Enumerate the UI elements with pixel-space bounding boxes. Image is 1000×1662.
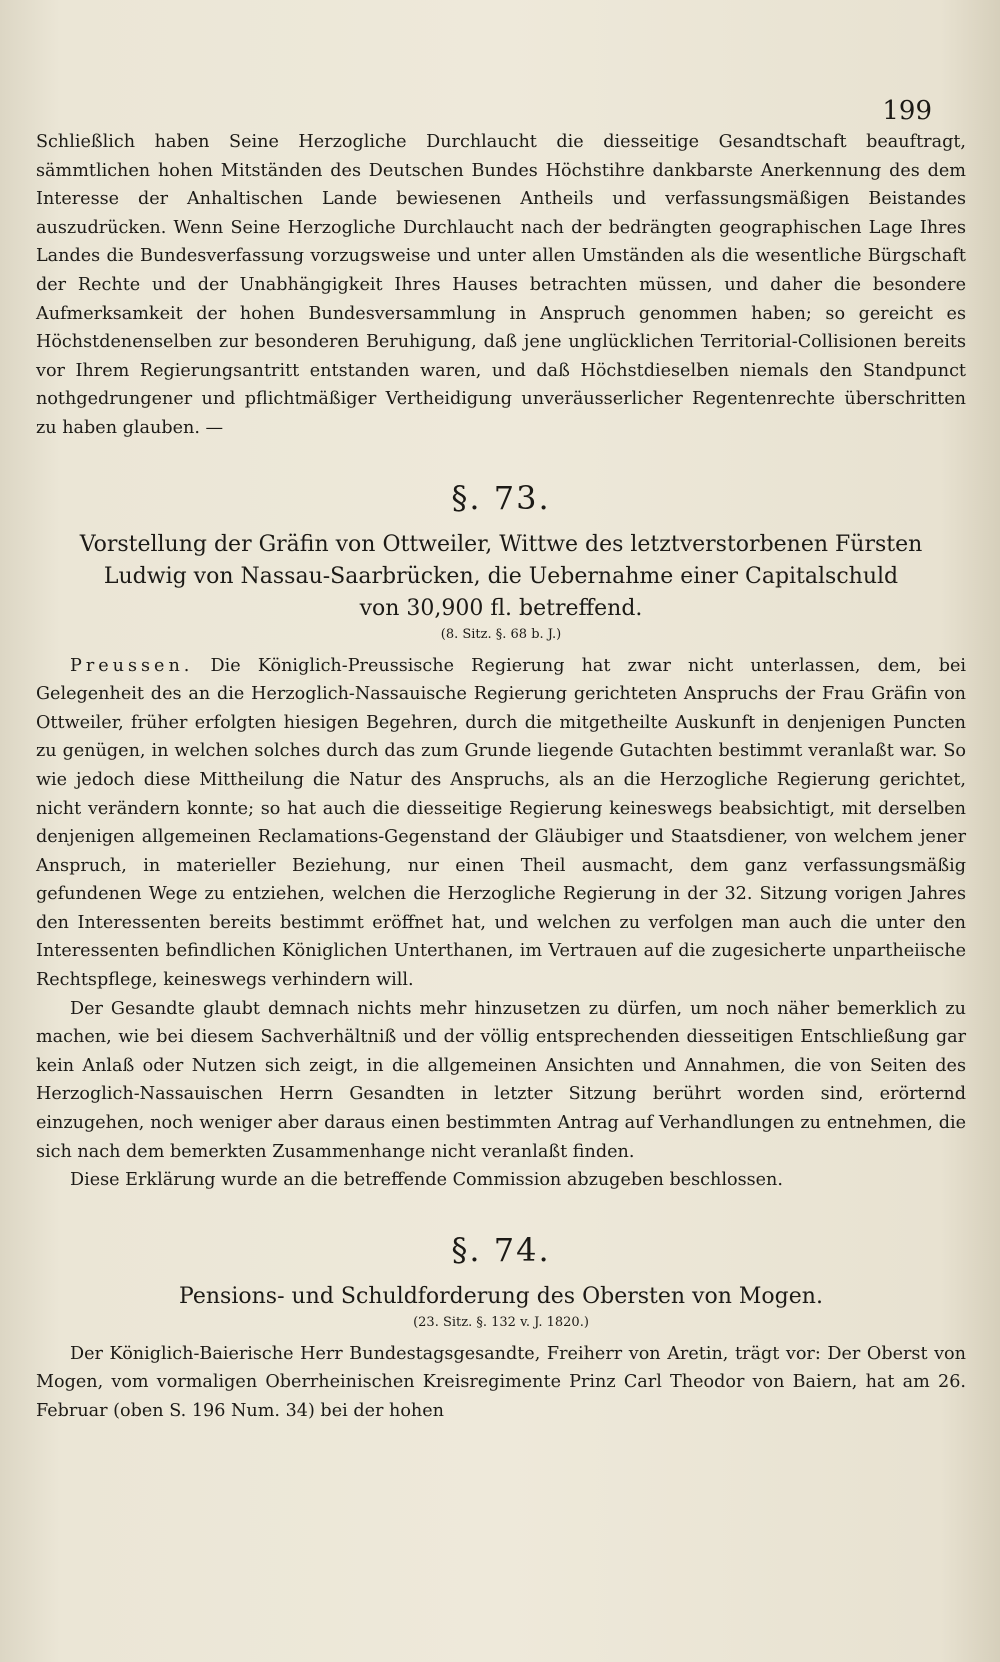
section-73-title-line-3: von 30,900 fl. betreffend. bbox=[359, 595, 643, 621]
section-73-paragraph-3: Diese Erklärung wurde an die betreffende Commission abzugeben beschlossen. bbox=[70, 1170, 783, 1191]
page-body bbox=[36, 128, 966, 1426]
section-74-title: Pensions- und Schuldforderung des Obersten von Mogen. bbox=[179, 1283, 823, 1309]
speaker-baiern: Der Königlich-Baierische Herr Bundestagsgesandte, Freiherr von Aretin, bbox=[70, 1343, 729, 1364]
section-74-reference: (23. Sitz. §. 132 v. J. 1820.) bbox=[413, 1314, 589, 1330]
speaker-preussen: Preussen. bbox=[70, 655, 194, 676]
section-73-title-line-1: Vorstellung der Gräfin von Ottweiler, Wittwe des letztverstorbenen Fürsten bbox=[79, 531, 923, 557]
section-73-paragraph-1-text: Die Königlich-Preussische Regierung hat zwar nicht unterlassen, dem, bei Gelegenheit des an die Herzoglich-Nassauische Regierung gerichteten Anspruchs der Frau Gräfin von Ottweiler, früher erfolgten hiesigen Begehren, durch die mitgetheilte Auskunft in denjenigen Puncten zu genügen, in welchen solches durch das zum Grunde liegende Gutachten bestimmt veranlaßt war. So wie jedoch diese Mittheilung die Natur des Anspruchs, als an die Herzogliche Regierung gerichtet, nicht verändern konnte; so hat auch die diesseitige Regierung keineswegs beabsichtigt, mit derselben denjenigen allgemeinen Reclamations-Gegenstand der Gläubiger und Staatsdiener, von welchem jener Anspruch, in materieller Beziehung, nur einen Theil ausmacht, dem ganz verfassungsmäßig gefundenen Wege zu entziehen, welchen die Herzogliche Regierung in der 32. Sitzung vorigen Jahres den Interessenten bereits bestimmt eröffnet hat, und welchen zu verfolgen man auch die unter den Interessenten befindlichen Königlichen Unterthanen, im Vertrauen auf die zugesicherte unpartheiische Rechtspflege, keineswegs verhindern will. bbox=[36, 655, 967, 991]
section-73-paragraph-1 bbox=[36, 652, 966, 995]
section-73-reference: (8. Sitz. §. 68 b. J.) bbox=[440, 626, 562, 642]
section-74-paragraph-1 bbox=[36, 1340, 966, 1426]
section-74-number: §. 74. bbox=[451, 1230, 551, 1269]
section-73-title-line-2: Ludwig von Nassau-Saarbrücken, die Uebernahme einer Capitalschuld bbox=[103, 563, 899, 589]
page-number: 199 bbox=[882, 96, 932, 126]
section-74-paragraph-1-text: trägt vor: Der Oberst von Mogen, vom vormaligen Oberrheinischen Kreisregimente Prinz Carl Theodor von Baiern, hat am 26. Februar (oben S. 196 Num. 34) bei der hohen bbox=[36, 1343, 966, 1421]
intro-paragraph: Schließlich haben Seine Herzogliche Durchlaucht die diesseitige Gesandtschaft beauftragt, sämmtlichen hohen Mitständen des Deutschen Bundes Höchstihre dankbarste Anerkennung des dem Interesse der Anhaltischen Lande bewiesenen Antheils und verfassungsmäßigen Beistandes auszudrücken. Wenn Seine Herzogliche Durchlaucht nach der bedrängten geographischen Lage Ihres Landes die Bundesverfassung vorzugsweise und unter allen Umständen als die wesentliche Bürgschaft der Rechte und der Unabhängigkeit Ihres Hauses betrachten müssen, und daher die besondere Aufmerksamkeit der hohen Bundesversammlung in Anspruch genommen haben; so gereicht es Höchstdenenselben zur besonderen Beruhigung, daß jene unglücklichen Territorial-Collisionen bereits vor Ihrem Regierungsantritt entstanden waren, und daß Höchstdieselben niemals den Standpunct nothgedrungener und pflichtmäßiger Vertheidigung unveräusserlicher Regentenrechte überschritten zu haben glauben. — bbox=[36, 132, 966, 438]
section-73-number: §. 73. bbox=[451, 478, 551, 517]
section-73-paragraph-2: Der Gesandte glaubt demnach nichts mehr hinzusetzen zu dürfen, um noch näher bemerklich zu machen, wie bei diesem Sachverhältniß und der völlig entsprechenden diesseitigen Entschließung gar kein Anlaß oder Nutzen sich zeigt, in die allgemeinen Ansichten und Annahmen, die von Seiten des Herzoglich-Nassauischen Herrn Gesandten in letzter Sitzung berührt worden sind, erörternd einzugehen, noch weniger aber daraus einen bestimmten Antrag auf Verhandlungen zu entnehmen, die sich nach dem bemerkten Zusammenhange nicht veranlaßt finden. bbox=[36, 998, 966, 1162]
